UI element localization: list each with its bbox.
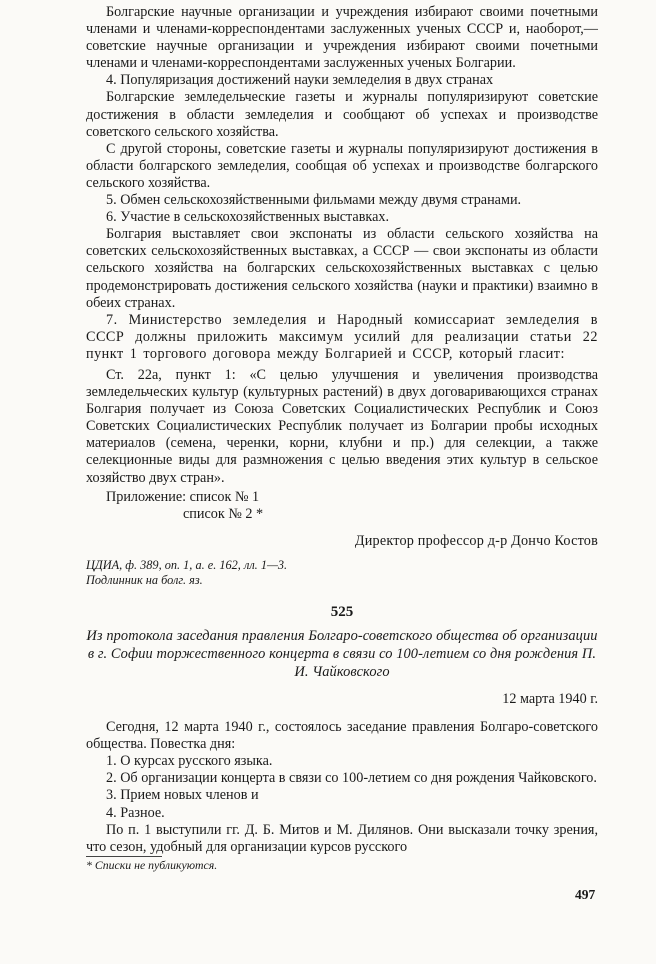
page-number: 497 — [575, 887, 596, 902]
bottom-paragraphs — [86, 719, 598, 856]
archive-source — [86, 558, 598, 588]
paragraph: Болгария выставляет свои экспонаты из области сельского хозяйства на советских сельскохозяйственных выставках, а СССР — свои экспонаты из области сельского хозяйства на болгарских сельскохозяйственных выставках с целью продемонстрировать достижения сельского хозяйства (науки и практики) взаимно в обеих странах. — [86, 226, 598, 311]
quote-paragraph: Ст. 22а, пункт 1: «С целью улучшения и увеличения производства земледельческих культур (культурных растений) в двух договаривающихся странах Болгария получает из Союза Советских Социалистических Республик и Союз Советских Социалистических Республик получает из Болгарии пробы исходных материалов (семена, черенки, корни, клубни и пр.) для селекции, а также селекционные виды для размножения с целью введения этих культур в сельское хозяйство двух стран». — [86, 366, 598, 486]
paragraph: По п. 1 выступили гг. Д. Б. Митов и М. Дилянов. Они высказали точку зрения, что сезон, удобный для организации курсов русского — [86, 821, 598, 855]
archive-reference: ЦДИА, ф. 389, оп. 1, а. е. 162, лл. 1—3. — [86, 558, 288, 573]
paragraph: 2. Об организации концерта в связи со 100-летием со дня рождения Чайковского. — [106, 770, 597, 787]
appendix-line-2: список № 2 * — [183, 505, 264, 522]
paragraph: Болгарские научные организации и учреждения избирают своими почетными членами и членами-корреспондентами заслуженных ученых СССР и, наоборот,— советские научные организации и учреждения избирают своими почетными членами и членами-корреспондентами заслуженных ученых Болгарии. — [86, 4, 598, 72]
paragraph: 4. Разное. — [106, 804, 165, 821]
appendix-line-1: Приложение: список № 1 — [106, 488, 260, 505]
footnote: * Списки не публикуются. — [86, 858, 218, 872]
appendix-block — [86, 489, 598, 523]
paragraph: С другой стороны, советские газеты и журналы популяризируют достижения в области болгарского земледелия, сообщая об успехах и производстве болгарского сельского хозяйства. — [86, 140, 598, 191]
document-date: 12 марта 1940 г. — [502, 691, 598, 708]
paragraph: 3. Прием новых членов и — [106, 787, 259, 804]
paragraph: Сегодня, 12 марта 1940 г., состоялось заседание правления Болгаро-советского общества. Повестка дня: — [86, 719, 598, 753]
paragraph: 6. Участие в сельскохозяйственных выставках. — [106, 209, 390, 226]
paragraph: Болгарские земледельческие газеты и журналы популяризируют советские достижения в области земледелия и сообщают об успехах и производстве советского сельского хозяйства. — [86, 89, 598, 140]
paragraph: 4. Популяризация достижений науки земледелия в двух странах — [106, 72, 494, 89]
footnote-separator — [86, 856, 162, 857]
document-title: Из протокола заседания правления Болгаро-советского общества об организации в г. Софии торжественного концерта в связи со 100-летием со дня рождения П. И. Чайковского — [86, 628, 598, 681]
paragraph: 5. Обмен сельскохозяйственными фильмами между двумя странами. — [106, 192, 522, 209]
original-language-note: Подлинник на болг. яз. — [86, 573, 203, 588]
paragraph: 1. О курсах русского языка. — [106, 753, 273, 770]
paragraph: 7. Министерство земледелия и Народный комиссариат земледелия в СССР должны приложить максимум усилий для реализации статьи 22 пункт 1 торгового договора между Болгарией и СССР, который гласит: — [86, 311, 598, 362]
document-number: 525 — [330, 604, 354, 621]
signature-line: Директор профессор д-р Дончо Костов — [354, 533, 598, 550]
main-text-column — [86, 4, 598, 856]
top-paragraphs — [86, 4, 598, 363]
